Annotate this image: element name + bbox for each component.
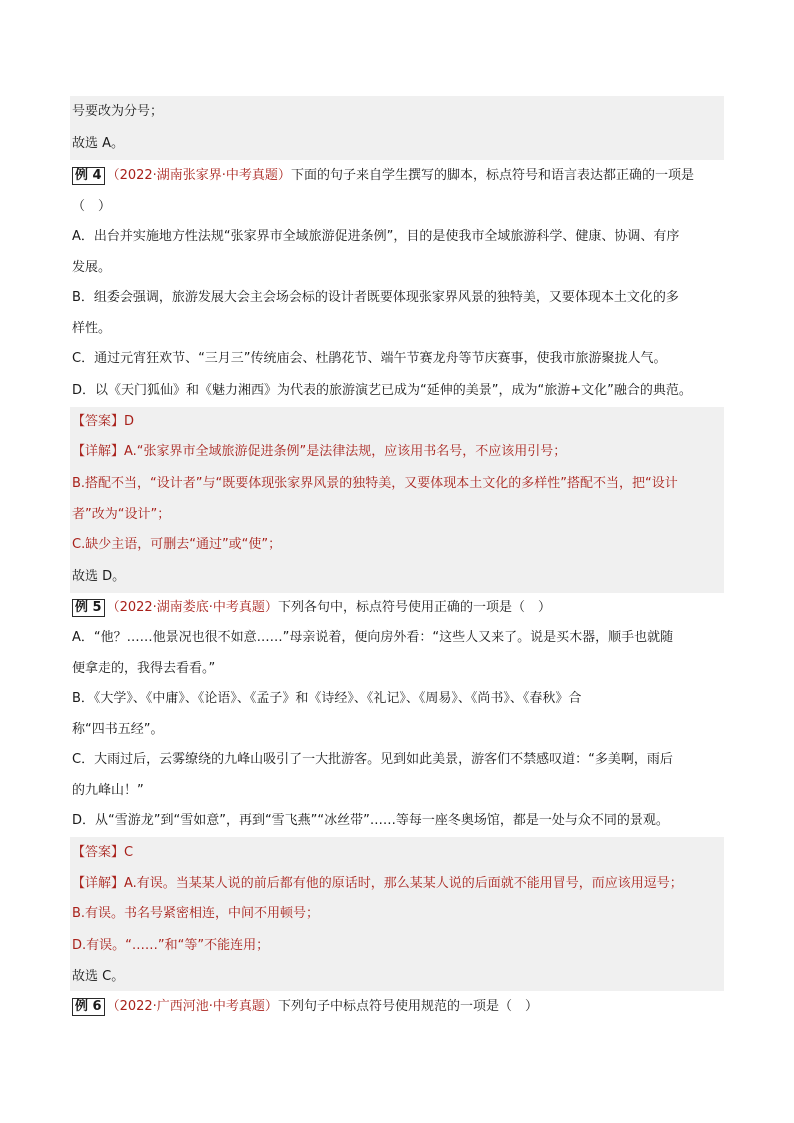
example-5-choice: 故选 C。 bbox=[70, 962, 724, 991]
example-4-heading bbox=[70, 160, 724, 192]
example-4-option-b-line-1: B．组委会强调，旅游发展大会主会场会标的设计者既要体现张家界风景的独特美，又要体现本土文化的多 bbox=[72, 290, 679, 305]
example-4-answer: 【答案】D bbox=[70, 407, 724, 436]
example-4-label: 例 4 bbox=[72, 167, 105, 185]
example-5-option-b-line-1: B．《大学》、《中庸》、《论语》、《孟子》和《诗经》、《礼记》、《周易》、《尚书》、《春秋》合 bbox=[72, 691, 582, 706]
example-4-question: 下面的句子来自学生撰写的脚本，标点符号和语言表达都正确的一项是 bbox=[290, 168, 694, 183]
explanation-line: 号要改为分号； bbox=[70, 96, 724, 128]
example-6-source: （2022·广西河池·中考真题） bbox=[106, 999, 278, 1014]
example-5-detail-2: B.有误。书名号紧密相连，中间不用顿号； bbox=[70, 898, 724, 930]
example-5-option-d: D．从“雪游龙”到“雪如意”，再到“雪飞燕”“冰丝带”……等每一座冬奥场馆，都是一处与众不同的景观。 bbox=[72, 813, 669, 828]
example-5-source: （2022·湖南娄底·中考真题） bbox=[106, 599, 278, 615]
document-content bbox=[70, 96, 724, 1023]
example-5-heading bbox=[70, 593, 724, 622]
example-5-detail-3: D.有误。“……”和“等”不能连用； bbox=[70, 930, 724, 962]
answer-choice-line: 故选 A。 bbox=[70, 128, 724, 160]
example-4-option-b-line-2: 样性。 bbox=[72, 320, 112, 336]
example-4-option-d: D．以《天门狐仙》和《魅力湘西》为代表的旅游演艺已成为“延伸的美景”，成为“旅游+文化”融合的典范。 bbox=[72, 383, 692, 398]
example-5-question: 下列各句中，标点符号使用正确的一项是（ ） bbox=[277, 599, 551, 615]
example-4-detail-2b: 者”改为“设计”； bbox=[70, 500, 724, 529]
example-5-answer: 【答案】C bbox=[70, 837, 724, 869]
example-5-label: 例 5 bbox=[72, 599, 105, 617]
example-4-detail-1: 【详解】A.“张家界市全域旅游促进条例”是法律法规，应该用书名号，不应该用引号； bbox=[70, 436, 724, 468]
example-5-option-a-line-2: 便拿走的，我得去看看。” bbox=[72, 660, 216, 676]
example-5-detail-1: 【详解】A.有误。当某某人说的前后都有他的原话时，那么某某人说的后面就不能用冒号，而应该用逗号； bbox=[70, 869, 724, 898]
example-5-option-b-line-2: 称“四书五经”。 bbox=[72, 721, 164, 737]
example-4-source: （2022·湖南张家界·中考真题） bbox=[106, 168, 291, 183]
example-4-choice: 故选 D。 bbox=[70, 561, 724, 593]
example-4-option-c: C．通过元宵狂欢节、“三月三”传统庙会、杜鹃花节、端午节赛龙舟等节庆赛事，使我市旅游聚拢人气。 bbox=[72, 351, 667, 366]
example-4-option-a-line-1: A．出台并实施地方性法规“张家界市全域旅游促进条例”，目的是使我市全域旅游科学、健康、协调、有序 bbox=[72, 229, 680, 244]
example-5-option-c-line-2: 的九峰山！” bbox=[72, 782, 144, 798]
example-4-detail-3: C.缺少主语，可删去“通过”或“使”； bbox=[70, 529, 724, 561]
example-4-paren: （ ） bbox=[72, 198, 112, 214]
example-5-option-a-line-1: A．“他？……他景况也很不如意……”母亲说着，便向房外看：“这些人又来了。说是买木器，顺手也就随 bbox=[72, 630, 674, 645]
example-4-option-a-line-2: 发展。 bbox=[72, 259, 112, 275]
example-6-label: 例 6 bbox=[72, 998, 105, 1016]
example-5-option-c-line-1: C．大雨过后，云雾缭绕的九峰山吸引了一大批游客。见到如此美景，游客们不禁感叹道：“多美啊，雨后 bbox=[72, 752, 673, 767]
example-6-heading bbox=[70, 991, 724, 1023]
example-6-question: 下列句子中标点符号使用规范的一项是（ ） bbox=[277, 999, 538, 1014]
example-4-detail-2a: B.搭配不当，“设计者”与“既要体现张家界风景的独特美，又要体现本土文化的多样性”搭配不当，把“设计 bbox=[70, 468, 724, 500]
